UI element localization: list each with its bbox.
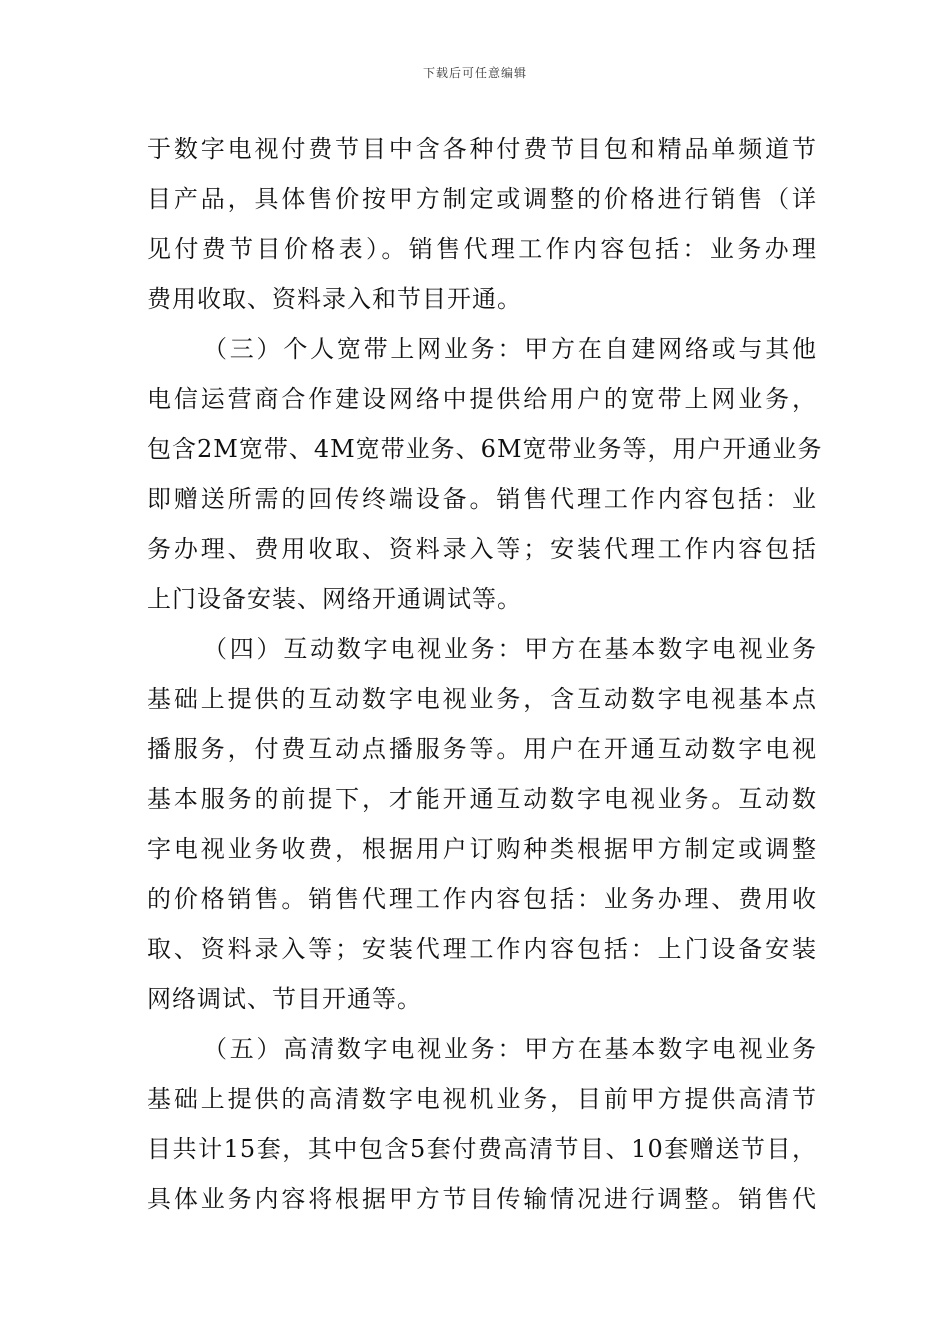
- text-line: 基本服务的前提下，才能开通互动数字电视业务。互动数: [147, 785, 817, 813]
- paragraph: [147, 632, 817, 1032]
- text-line: （四）互动数字电视业务：甲方在基本数字电视业务: [203, 635, 817, 663]
- text-line: 播服务，付费互动点播服务等。用户在开通互动数字电视: [147, 735, 817, 763]
- text-line: 取、资料录入等；安装代理工作内容包括：上门设备安装: [147, 935, 817, 963]
- text-line: 务办理、费用收取、资料录入等；安装代理工作内容包括: [147, 535, 817, 563]
- text-line: （五）高清数字电视业务：甲方在基本数字电视业务: [203, 1035, 817, 1063]
- text-line: 包含2M宽带、4M宽带业务、6M宽带业务等，用户开通业务: [147, 435, 823, 463]
- text-line: 目产品，具体售价按甲方制定或调整的价格进行销售（详: [147, 185, 817, 213]
- paragraph: [147, 132, 817, 332]
- text-line: （三）个人宽带上网业务：甲方在自建网络或与其他: [203, 335, 817, 363]
- text-line: 上门设备安装、网络开通调试等。: [147, 585, 522, 613]
- text-line: 目共计15套，其中包含5套付费高清节目、10套赠送节目，: [147, 1135, 817, 1163]
- text-line: 网络调试、节目开通等。: [147, 985, 422, 1013]
- document-body: [147, 132, 823, 1232]
- text-line: 费用收取、资料录入和节目开通。: [147, 285, 522, 313]
- text-line: 即赠送所需的回传终端设备。销售代理工作内容包括：业: [147, 485, 817, 513]
- text-line: 具体业务内容将根据甲方节目传输情况进行调整。销售代: [147, 1185, 817, 1213]
- text-line: 字电视业务收费，根据用户订购种类根据甲方制定或调整: [147, 835, 817, 863]
- text-line: 于数字电视付费节目中含各种付费节目包和精品单频道节: [147, 135, 817, 163]
- paragraph: [147, 1032, 817, 1232]
- text-line: 基础上提供的互动数字电视业务，含互动数字电视基本点: [147, 685, 817, 713]
- text-line: 见付费节目价格表）。销售代理工作内容包括：业务办理: [147, 235, 817, 263]
- text-line: 电信运营商合作建设网络中提供给用户的宽带上网业务，: [147, 385, 817, 413]
- text-line: 的价格销售。销售代理工作内容包括：业务办理、费用收: [147, 885, 817, 913]
- page-header: 下载后可任意编辑: [422, 66, 527, 80]
- text-line: 基础上提供的高清数字电视机业务，目前甲方提供高清节: [147, 1085, 817, 1113]
- paragraph: [147, 332, 823, 632]
